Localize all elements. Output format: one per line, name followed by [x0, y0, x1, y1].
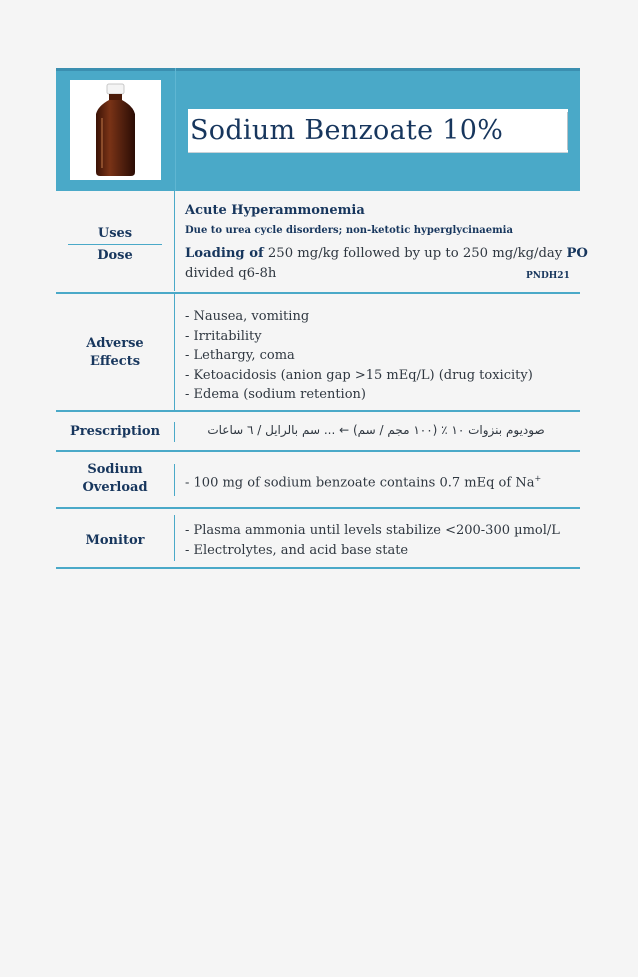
prescription-row — [56, 412, 580, 452]
monitor-list — [185, 521, 560, 560]
adverse-label-line2: Effects — [89, 354, 141, 369]
drug-title: Sodium Benzoate 10% — [190, 115, 504, 146]
prescription-text: صوديوم بنزوات ١٠ ٪ (١٠٠ مجم / سم) ← ... سم بالرايل / ٦ ساعات — [207, 423, 545, 437]
bottle-photo — [70, 80, 161, 180]
title-box — [188, 109, 568, 153]
amber-bottle-image — [70, 80, 161, 180]
overload-row — [56, 452, 580, 509]
adverse-list — [185, 307, 533, 405]
title-box-underline — [188, 152, 568, 153]
header-column-divider — [175, 68, 176, 191]
dose-main: 250 mg/kg followed by up to 250 mg/kg/day — [263, 246, 567, 261]
drug-sheet — [56, 68, 588, 569]
overload-superscript: + — [534, 474, 542, 483]
column-divider — [174, 294, 175, 410]
column-divider — [174, 515, 175, 561]
list-item: - Irritability — [185, 328, 262, 344]
prescription-label: Prescription — [69, 424, 161, 439]
uses-label: Uses — [97, 226, 133, 241]
dose-line-1 — [185, 246, 588, 261]
title-box-edge — [567, 112, 568, 150]
header-band — [56, 68, 580, 191]
monitor-row — [56, 509, 580, 569]
indication-detail: Due to urea cycle disorders; non-ketotic hyperglycinaemia — [185, 225, 513, 236]
overload-statement: - 100 mg of sodium benzoate contains 0.7 mEq of Na — [185, 475, 535, 491]
list-item: - Electrolytes, and acid base state — [185, 542, 409, 558]
row-separator — [56, 567, 580, 569]
list-item: - Nausea, vomiting — [185, 309, 310, 324]
list-item: - Edema (sodium retention) — [185, 387, 366, 402]
column-divider — [174, 464, 175, 496]
list-item: - Ketoacidosis (anion gap >15 mEq/L) (drug toxicity) — [185, 367, 533, 383]
overload-text — [185, 474, 541, 490]
uses-dose-row — [56, 191, 588, 294]
adverse-row — [56, 294, 580, 412]
header-top-rule — [56, 68, 580, 71]
monitor-label: Monitor — [85, 533, 145, 548]
list-item: - Lethargy, coma — [185, 348, 295, 363]
dose-prefix: Loading of — [185, 246, 264, 261]
dose-route: PO — [566, 246, 588, 261]
column-divider — [174, 422, 175, 442]
list-item: - Plasma ammonia until levels stabilize <200-300 µmol/L — [185, 523, 560, 538]
overload-label-line1: Sodium — [87, 462, 143, 477]
overload-label-line2: Overload — [82, 480, 148, 495]
adverse-label-line1: Adverse — [86, 336, 144, 351]
indication-title: Acute Hyperammonemia — [185, 203, 365, 218]
dose-line-2: divided q6-8h — [185, 266, 277, 281]
reference-code: PNDH21 — [526, 271, 570, 281]
uses-dose-divider — [68, 244, 162, 245]
column-divider — [174, 191, 175, 291]
dose-label: Dose — [97, 248, 133, 263]
